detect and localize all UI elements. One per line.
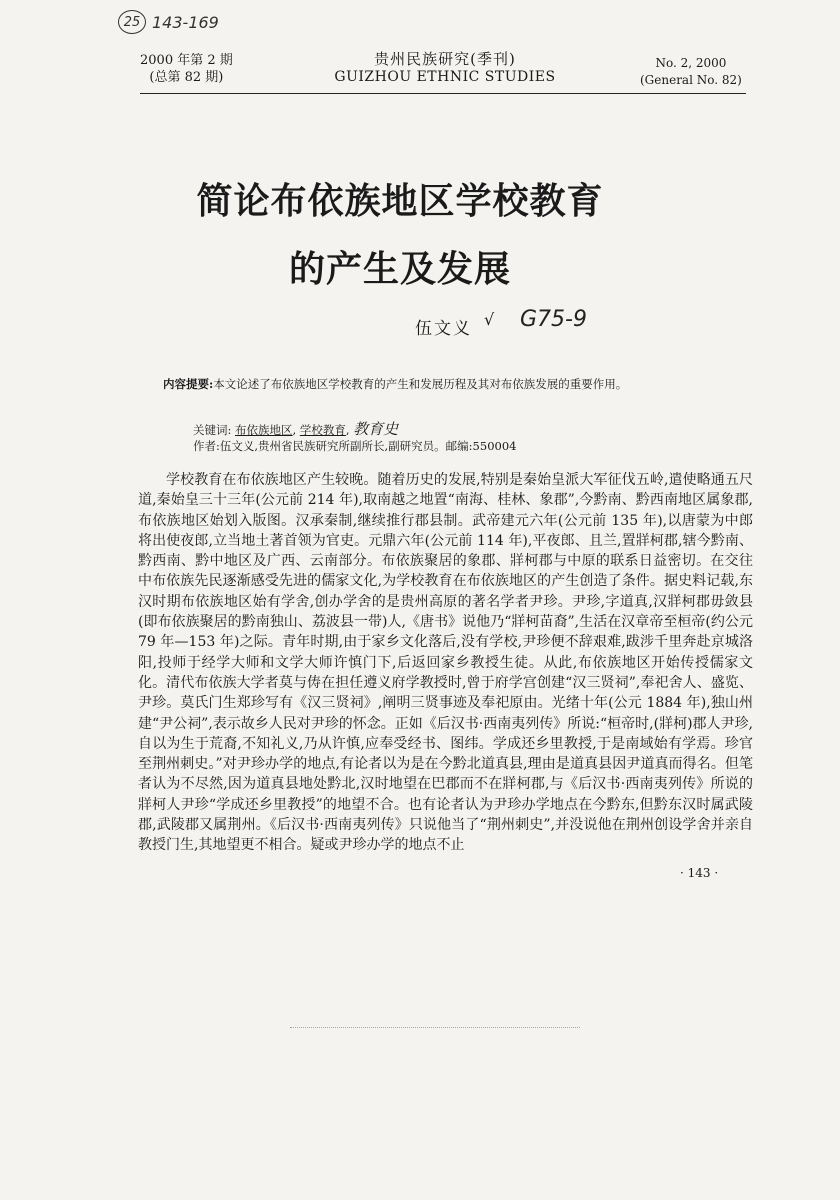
masthead-issue-cn — [140, 52, 233, 86]
handwritten-keyword: 教育史 — [353, 420, 399, 438]
title-line-2: 的产生及发展 — [288, 249, 511, 290]
page-number: · 143 · — [680, 866, 719, 880]
issue-cn: 2000 年第 2 期 — [140, 53, 233, 68]
article-title — [120, 168, 680, 304]
abstract-text: 本文论述了布依族地区学校教育的产生和发展历程及其对布依族发展的重要作用。 — [213, 377, 628, 391]
body-paragraph: 学校教育在布依族地区产生较晚。随着历史的发展,特别是秦始皇派大军征伐五岭,遣使略通五尺道,秦始皇三十三年(公元前 214 年),取南越之地置“南海、桂林、象郡”,今黔南、黔西南地区属象郡,布依族地区始划入版图。汉承秦制,继续推行郡县制。武帝建元六年(公元前 135 年),以唐蒙为中郎将出使夜郎,立当地土著首领为官吏。元鼎六年(公元前 114 年),平夜郎、且兰,置牂柯郡,辖今黔南、黔西南、黔中地区及广西、云南部分。布依族聚居的象郡、牂柯郡与中原的联系日益密切。在交往中布依族先民逐渐感受先进的儒家文化,为学校教育在布依族地区的产生创造了条件。据史料记载,东汉时期布依族地区始有学舍,创办学舍的是贵州高原的著名学者尹珍。尹珍,字道真,汉牂柯郡毋敛县(即布依族聚居的黔南独山、荔波县一带)人,《唐书》说他乃“牂柯苗裔”,生活在汉章帝至桓帝(约公元 79 年—153 年)之际。青年时期,由于家乡文化落后,没有学校,尹珍便不辞艰难,跋涉千里奔赴京城洛阳,投师于经学大师和文学大师许慎门下,后返回家乡教授生徒。从此,布依族地区开始传授儒家文化。清代布依族大学者莫与俦在担任遵义府学教授时,曾于府学宫创建“汉三贤祠”,奉祀舍人、盛览、尹珍。莫氏门生郑珍写有《汉三贤祠》,阐明三贤事迹及奉祀原由。光绪十年(公元 1884 年),独山州建“尹公祠”,表示故乡人民对尹珍的怀念。正如《后汉书·西南夷列传》所说:“桓帝时,(牂柯)郡人尹珍,自以为生于荒裔,不知礼义,乃从许慎,应奉受经书、图纬。学成还乡里教授,于是南域始有学焉。珍官至荆州刺史。”对尹珍办学的地点,有论者以为是在今黔北道真县,理由是道真县因尹道真而得名。但笔者认为不尽然,因为道真县地处黔北,汉时地望在巴郡而不在牂柯郡,与《后汉书·西南夷列传》所说的牂柯人尹珍“学成还乡里教授”的地望不合。也有论者认为尹珍办学地点在今黔东,但黔东汉时属武陵郡,武陵郡又属荆州。《后汉书·西南夷列传》只说他当了“荆州刺史”,并没说他在荆州创设学舍并亲自教授门生,其地望更不相合。疑或尹珍办学的地点不止 — [138, 472, 753, 854]
total-issue-cn: (总第 82 期) — [149, 70, 224, 85]
author-info-text: 伍文义,贵州省民族研究所副所长,副研究员。邮编:550004 — [219, 439, 517, 453]
handwritten-check-mark: √ — [484, 310, 495, 329]
journal-name-cn: 贵州民族研究(季刊) — [374, 50, 516, 68]
abstract-label: 内容提要: — [163, 377, 214, 391]
masthead-rule — [140, 93, 746, 94]
article-body — [138, 470, 753, 856]
masthead-journal — [300, 50, 590, 86]
circled-number: 25 — [118, 10, 146, 34]
author-info-label: 作者: — [193, 439, 220, 453]
issue-en: No. 2, 2000 — [655, 56, 727, 70]
total-issue-en: (General No. 82) — [640, 73, 742, 87]
keyword-2: 学校教育 — [299, 423, 346, 437]
abstract — [163, 375, 753, 394]
handwritten-page-range: 143-169 — [152, 12, 219, 32]
scan-artifact-line — [290, 1027, 580, 1028]
keywords-label: 关键词: — [193, 423, 232, 437]
handwritten-class-code: G75-9 — [520, 307, 587, 332]
handwritten-index-note — [118, 10, 219, 34]
masthead-issue-en — [640, 55, 742, 89]
author-info — [193, 438, 516, 454]
keyword-1: 布依族地区 — [235, 423, 293, 437]
title-line-1: 简论布依族地区学校教育 — [196, 181, 604, 222]
keywords: 关键词: 布依族地区, 学校教育, 教育史 — [193, 420, 399, 438]
journal-name-en: GUIZHOU ETHNIC STUDIES — [334, 69, 556, 85]
author-name: 伍文义 — [415, 319, 472, 339]
